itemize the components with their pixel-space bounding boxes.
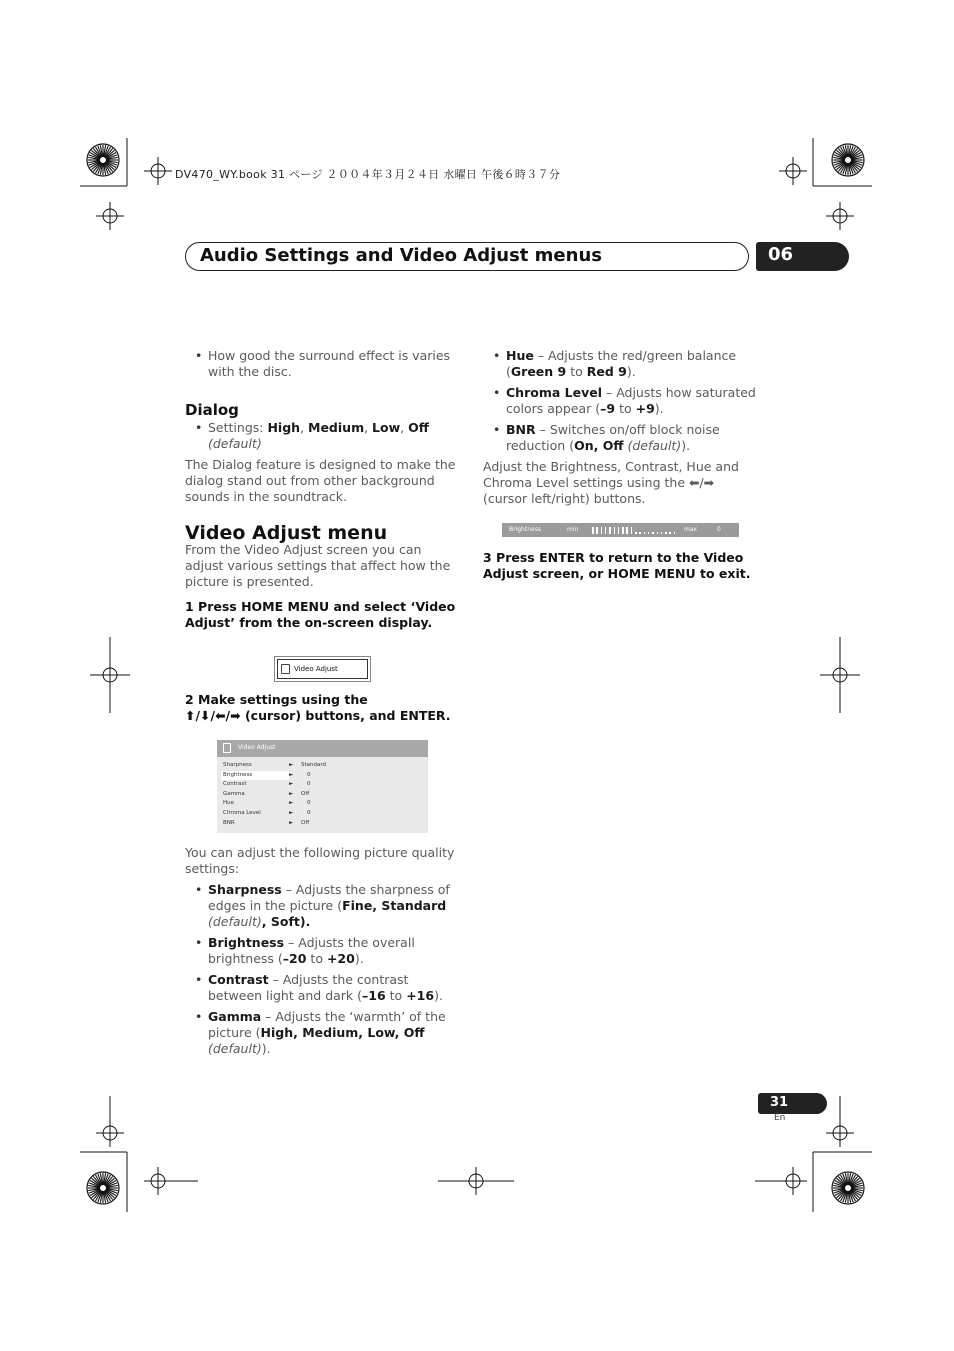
video-intro: From the Video Adjust screen you can adjust various settings that affect how the picture is presented.: [185, 542, 451, 589]
right-arrow-icon: ►: [289, 800, 294, 807]
brightness-tick: [648, 532, 650, 534]
brightness-tick: [665, 532, 667, 534]
brightness-tick: [609, 527, 611, 534]
right-arrow-icon: ►: [289, 781, 294, 788]
video-adjust-row[interactable]: [221, 790, 421, 800]
brightness-tick: [626, 527, 628, 534]
video-adjust-row-label: Gamma: [223, 790, 245, 797]
right-arrow-icon: ►: [289, 810, 294, 816]
adjust-instructions: Adjust the Brightness, Contrast, Hue and Chroma Level settings using the ⬅/➡ (cursor left/right) buttons.: [483, 459, 739, 506]
page-number: 31: [770, 1095, 789, 1110]
item-hue: • Hue – Adjusts the red/green balance (Green 9 to Red 9).: [483, 348, 758, 380]
brightness-label: Brightness: [509, 526, 541, 533]
brightness-level-ticks: [592, 526, 678, 534]
item-brightness: • Brightness – Adjusts the overall brightness (–20 to +20).: [185, 935, 460, 967]
video-adjust-screen-title: Video Adjust: [238, 744, 276, 751]
video-adjust-row-value: Off: [301, 819, 310, 826]
item-chroma-level: • Chroma Level – Adjusts how saturated colors appear (–9 to +9).: [483, 385, 758, 417]
video-adjust-menu-label: Video Adjust: [294, 665, 338, 673]
video-adjust-row-value: Standard: [301, 762, 327, 768]
step-1: 1 Press HOME MENU and select ‘Video Adjust’ from the on-screen display.: [185, 599, 456, 630]
brightness-tick: [661, 532, 663, 534]
brightness-tick: [592, 527, 594, 534]
video-adjust-heading: Video Adjust menu: [185, 522, 388, 544]
brightness-tick: [601, 527, 603, 534]
brightness-tick: [596, 527, 598, 534]
surround-bullet: • How good the surround effect is varies with the disc.: [185, 348, 460, 380]
step-2: [185, 692, 460, 724]
video-adjust-row-label: Chroma Level: [223, 810, 261, 816]
video-adjust-row-label: Brightness: [223, 771, 253, 778]
video-adjust-row-label: Sharpness: [223, 762, 252, 768]
video-adjust-row[interactable]: [221, 819, 421, 829]
brightness-tick: [644, 532, 646, 534]
chapter-title-bar: [185, 242, 749, 271]
video-adjust-row[interactable]: [221, 771, 311, 781]
video-adjust-row-label: Hue: [223, 800, 235, 807]
brightness-tick: [669, 532, 671, 534]
video-adjust-row-value: Off: [301, 790, 310, 797]
video-adjust-row-value: 0: [307, 771, 311, 778]
print-header: DV470_WY.book 31 ページ ２００４年３月２４日 水曜日 午後６時３７分: [175, 168, 561, 181]
step-3: 3 Press ENTER to return to the Video Adjust screen, or HOME MENU to exit.: [483, 550, 751, 581]
quality-section: [185, 845, 460, 1057]
video-adjust-icon: [223, 743, 231, 753]
brightness-tick: [635, 532, 637, 534]
brightness-tick: [631, 527, 633, 534]
video-adjust-row-value: 0: [307, 781, 311, 788]
right-arrow-icon: ►: [289, 762, 294, 768]
video-adjust-row-label: BNR: [223, 819, 235, 826]
video-adjust-row-label: Contrast: [223, 781, 247, 788]
video-adjust-screen-header: [217, 740, 428, 757]
brightness-tick: [618, 527, 620, 534]
step-2-line-2: ⬆/⬇/⬅/➡ (cursor) buttons, and ENTER.: [185, 708, 451, 723]
video-adjust-row[interactable]: [221, 799, 421, 809]
dialog-heading: Dialog: [185, 401, 239, 419]
right-arrow-icon: ►: [289, 819, 294, 826]
item-sharpness: • Sharpness – Adjusts the sharpness of edges in the picture (Fine, Standard (default), Soft).: [185, 882, 460, 930]
video-adjust-row-value: 0: [307, 810, 311, 816]
brightness-min-label: min: [567, 526, 579, 533]
brightness-tick: [652, 532, 654, 534]
right-arrow-icon: ►: [289, 771, 294, 778]
page-number-badge: [758, 1093, 827, 1114]
right-column: [483, 348, 758, 507]
dialog-settings: • Settings: High, Medium, Low, Off (default): [185, 420, 460, 452]
page-language: En: [774, 1113, 786, 1123]
item-contrast: • Contrast – Adjusts the contrast between light and dark (–16 to +16).: [185, 972, 460, 1004]
right-arrow-icon: ►: [289, 790, 294, 797]
brightness-tick: [614, 527, 616, 534]
chapter-number-badge: [756, 242, 849, 271]
brightness-tick: [674, 532, 676, 534]
video-adjust-row[interactable]: [221, 761, 421, 771]
brightness-tick: [622, 527, 624, 534]
brightness-max-label: max: [684, 526, 698, 533]
video-adjust-row[interactable]: [221, 780, 421, 790]
dialog-body: The Dialog feature is designed to make the dialog stand out from other background sounds in the soundtrack.: [185, 457, 456, 504]
item-gamma: • Gamma – Adjusts the ‘warmth’ of the picture (High, Medium, Low, Off (default)).: [185, 1009, 460, 1057]
chapter-number: 06: [768, 244, 794, 265]
chapter-title: Audio Settings and Video Adjust menus: [200, 245, 602, 266]
brightness-tick: [639, 532, 641, 534]
video-adjust-icon: [281, 664, 290, 674]
video-adjust-menu-item: [274, 656, 371, 682]
brightness-tick: [657, 532, 659, 534]
brightness-slider-screen: [502, 523, 739, 537]
video-adjust-screen: [217, 740, 428, 833]
brightness-value: 0: [717, 526, 721, 533]
video-adjust-row[interactable]: [221, 809, 421, 819]
brightness-tick: [605, 527, 607, 534]
quality-intro: You can adjust the following picture quality settings:: [185, 845, 455, 876]
item-bnr: • BNR – Switches on/off block noise reduction (On, Off (default)).: [483, 422, 758, 454]
step-2-line-1: 2 Make settings using the: [185, 692, 368, 707]
video-adjust-row-value: 0: [307, 800, 311, 807]
left-column: [185, 348, 460, 631]
